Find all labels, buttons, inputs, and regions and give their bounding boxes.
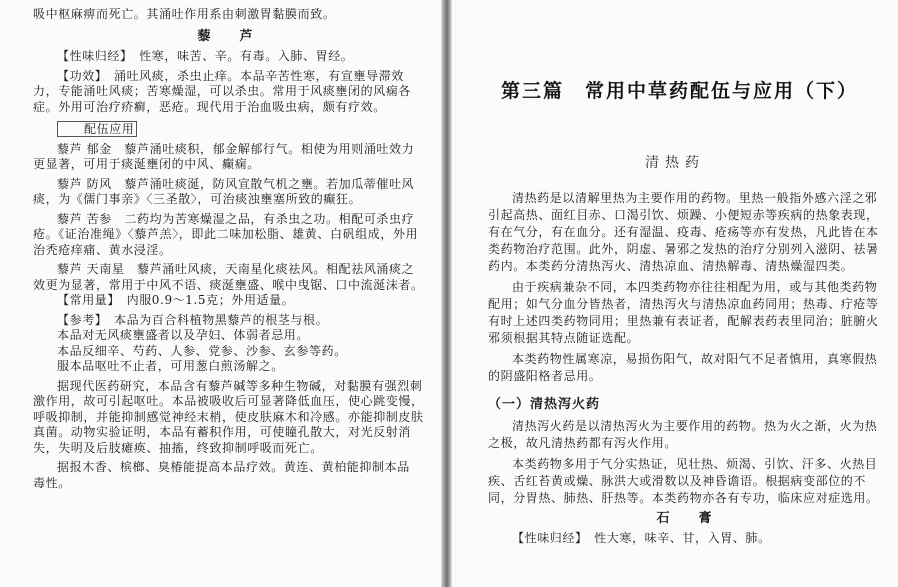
subsection-heading: （一）清热泻火药 — [488, 397, 601, 412]
text-line: 配用；如气分血分皆热者，清热泻火与清热凉血药同用；热毒、疔疮等 — [488, 297, 879, 311]
text-line: 【性味归经】 性大寒，味辛、甘，入胃、肺。 — [512, 531, 771, 545]
left-page — [0, 0, 441, 587]
text-line: 吸中枢麻痹而死亡。其涌吐作用系由刺激胃黏膜而致。 — [33, 7, 336, 21]
part-title: 第三篇 常用中草药配伍与应用（下） — [501, 80, 859, 102]
text-line: 清热泻火药是以清热泻火为主要作用的药物。热为火之渐，火为热 — [512, 419, 878, 433]
text-line: 由于疾病兼杂不同，本四类药物亦往往相配为用，或与其他类药物 — [512, 280, 878, 294]
text-line: 的阴盛阳格者忌用。 — [488, 369, 602, 383]
text-line: 类药物治疗范围。此外，阴虚、暑邪之发热的治疗分别列入滋阴、祛暑 — [488, 242, 879, 256]
right-page-body — [488, 190, 888, 547]
herb-heading-lilu: 藜 芦 — [197, 28, 261, 44]
text-line: 藜芦 防风 藜芦涌吐痰涎，防风宣散气机之壅。若加瓜蒂催吐风 — [57, 176, 415, 191]
text-line: 服本品呕吐不止者，可用葱白煎汤解之。 — [57, 359, 284, 373]
text-line: 本品对无风痰壅盛者以及孕妇、体弱者忌用。 — [57, 328, 310, 342]
text-line: 失，失明及后肢瘫痪、抽搐，终致抑制呼吸而死亡。 — [33, 440, 323, 455]
text-line: 本类药物多用于气分实热证，见壮热、烦渴、引饮、汗多、火热目 — [512, 457, 878, 471]
text-line: 症。外用可治疗疥癣，恶疮。现代用于治血吸虫病，颇有疗效。 — [33, 99, 386, 114]
text-line: 呼吸抑制，并能抑制感觉神经末梢，使皮肤麻木和冷感。亦能抑制皮肤 — [33, 409, 424, 424]
text-line: 治秃疮痒痛、黄水浸淫。 — [33, 242, 172, 257]
section-heading: 清热药 — [645, 155, 705, 171]
text-line: 【功效】 涌吐风痰，杀虫止痒。本品辛苦性寒，有宣壅导滞效 — [57, 68, 404, 83]
text-line: 藜芦 天南星 藜芦涌吐风痰，天南星化痰祛风。相配祛风涌痰之 — [57, 262, 415, 276]
compatibility-heading-label: 配伍应用 — [57, 121, 137, 137]
text-line: 据现代医药研究，本品含有藜芦碱等多种生物碱，对黏膜有强烈刺 — [57, 378, 423, 393]
text-line: 本品反细辛、芍药、人参、党参、沙参、玄参等药。 — [57, 343, 347, 358]
text-line: 邪须根据其特点随证选配。 — [488, 331, 640, 345]
text-line: 本类药物性属寒凉，易损伤阳气，故对阳气不足者慎用，真寒假热 — [512, 352, 878, 366]
text-line: 之极，故凡清热药都有泻火作用。 — [488, 436, 678, 450]
text-line: 疮。《证治准绳》〈藜芦羔〉，即此二味加松脂、雄黄、白矾组成，外用 — [33, 227, 419, 241]
text-line: 据报木香、槟榔、臭椿能提高本品疗效。黄连、黄柏能抑制本品 — [57, 460, 410, 474]
text-line: 药内。本类药分清热泻火、清热凉血、清热解毒、清热燥湿四类。 — [488, 259, 854, 273]
text-line: 激作用，故可引起呕吐。本品被吸收后可显著降低血压，使心跳变慢， — [33, 394, 424, 408]
text-line: 有时上述四类药物同用；里热兼有表证者，配解表药表里同治；脏腑火 — [488, 314, 879, 328]
text-line: 效更为显著，常用于中风不语、痰涎壅盛、喉中曳锯、口中流涎沫者。 — [33, 277, 424, 292]
text-line: 藜芦 郁金 藜芦涌吐痰积，郁金解郁行气。相使为用则涌吐效力 — [57, 141, 415, 156]
text-line: 毒性。 — [33, 475, 71, 490]
text-line: 藜芦 苦参 二药均为苦寒燥湿之品，有杀虫之功。相配可杀虫疗 — [57, 211, 415, 226]
book-gutter — [441, 0, 452, 587]
text-line: 更显著，可用于痰涎壅闭的中风、癫痫。 — [33, 157, 260, 171]
text-line: 痰，为《儒门事亲》〈三圣散〉，可治痰浊壅塞所致的癫狂。 — [33, 192, 362, 206]
left-page-body — [33, 7, 425, 491]
text-line: 【参考】 本品为百合科植物黑藜芦的根茎与根。 — [57, 312, 329, 327]
herb-heading-shigao: 石 膏 — [656, 511, 720, 526]
text-line: 引起高热、面红目赤、口渴引饮、烦躁、小便短赤等疾病的热象表现， — [488, 208, 879, 222]
text-line: 【常用量】 内服0.9～1.5克；外用适量。 — [57, 293, 295, 307]
text-line: 疾、舌红苔黄或燥、脉洪大或滑数以及神昏谵语。根据病变部位的不 — [488, 474, 867, 488]
text-line: 同，分胃热、肺热、肝热等。本类药物亦各有专功，临床应对症选用。 — [488, 491, 879, 505]
compatibility-heading — [33, 121, 425, 138]
text-line: 真菌。动物实验证明，本品有蓄积作用，可使瞳孔散大，对光反射消 — [33, 425, 412, 439]
text-line: 力，专能涌吐风痰；苦寒燥湿，可以杀虫。常用于风痰壅闭的风痫各 — [33, 84, 412, 98]
text-line: 有在气分，有在血分。还有湿温、疫毒、疮疡等亦有发热，凡此皆在本 — [488, 225, 879, 239]
right-page — [452, 0, 898, 587]
text-line: 清热药是以清解里热为主要作用的药物。里热一般指外感六淫之邪 — [512, 191, 878, 205]
text-line: 【性味归经】 性寒，味苦、辛。有毒。入肺、胃经。 — [57, 49, 354, 63]
